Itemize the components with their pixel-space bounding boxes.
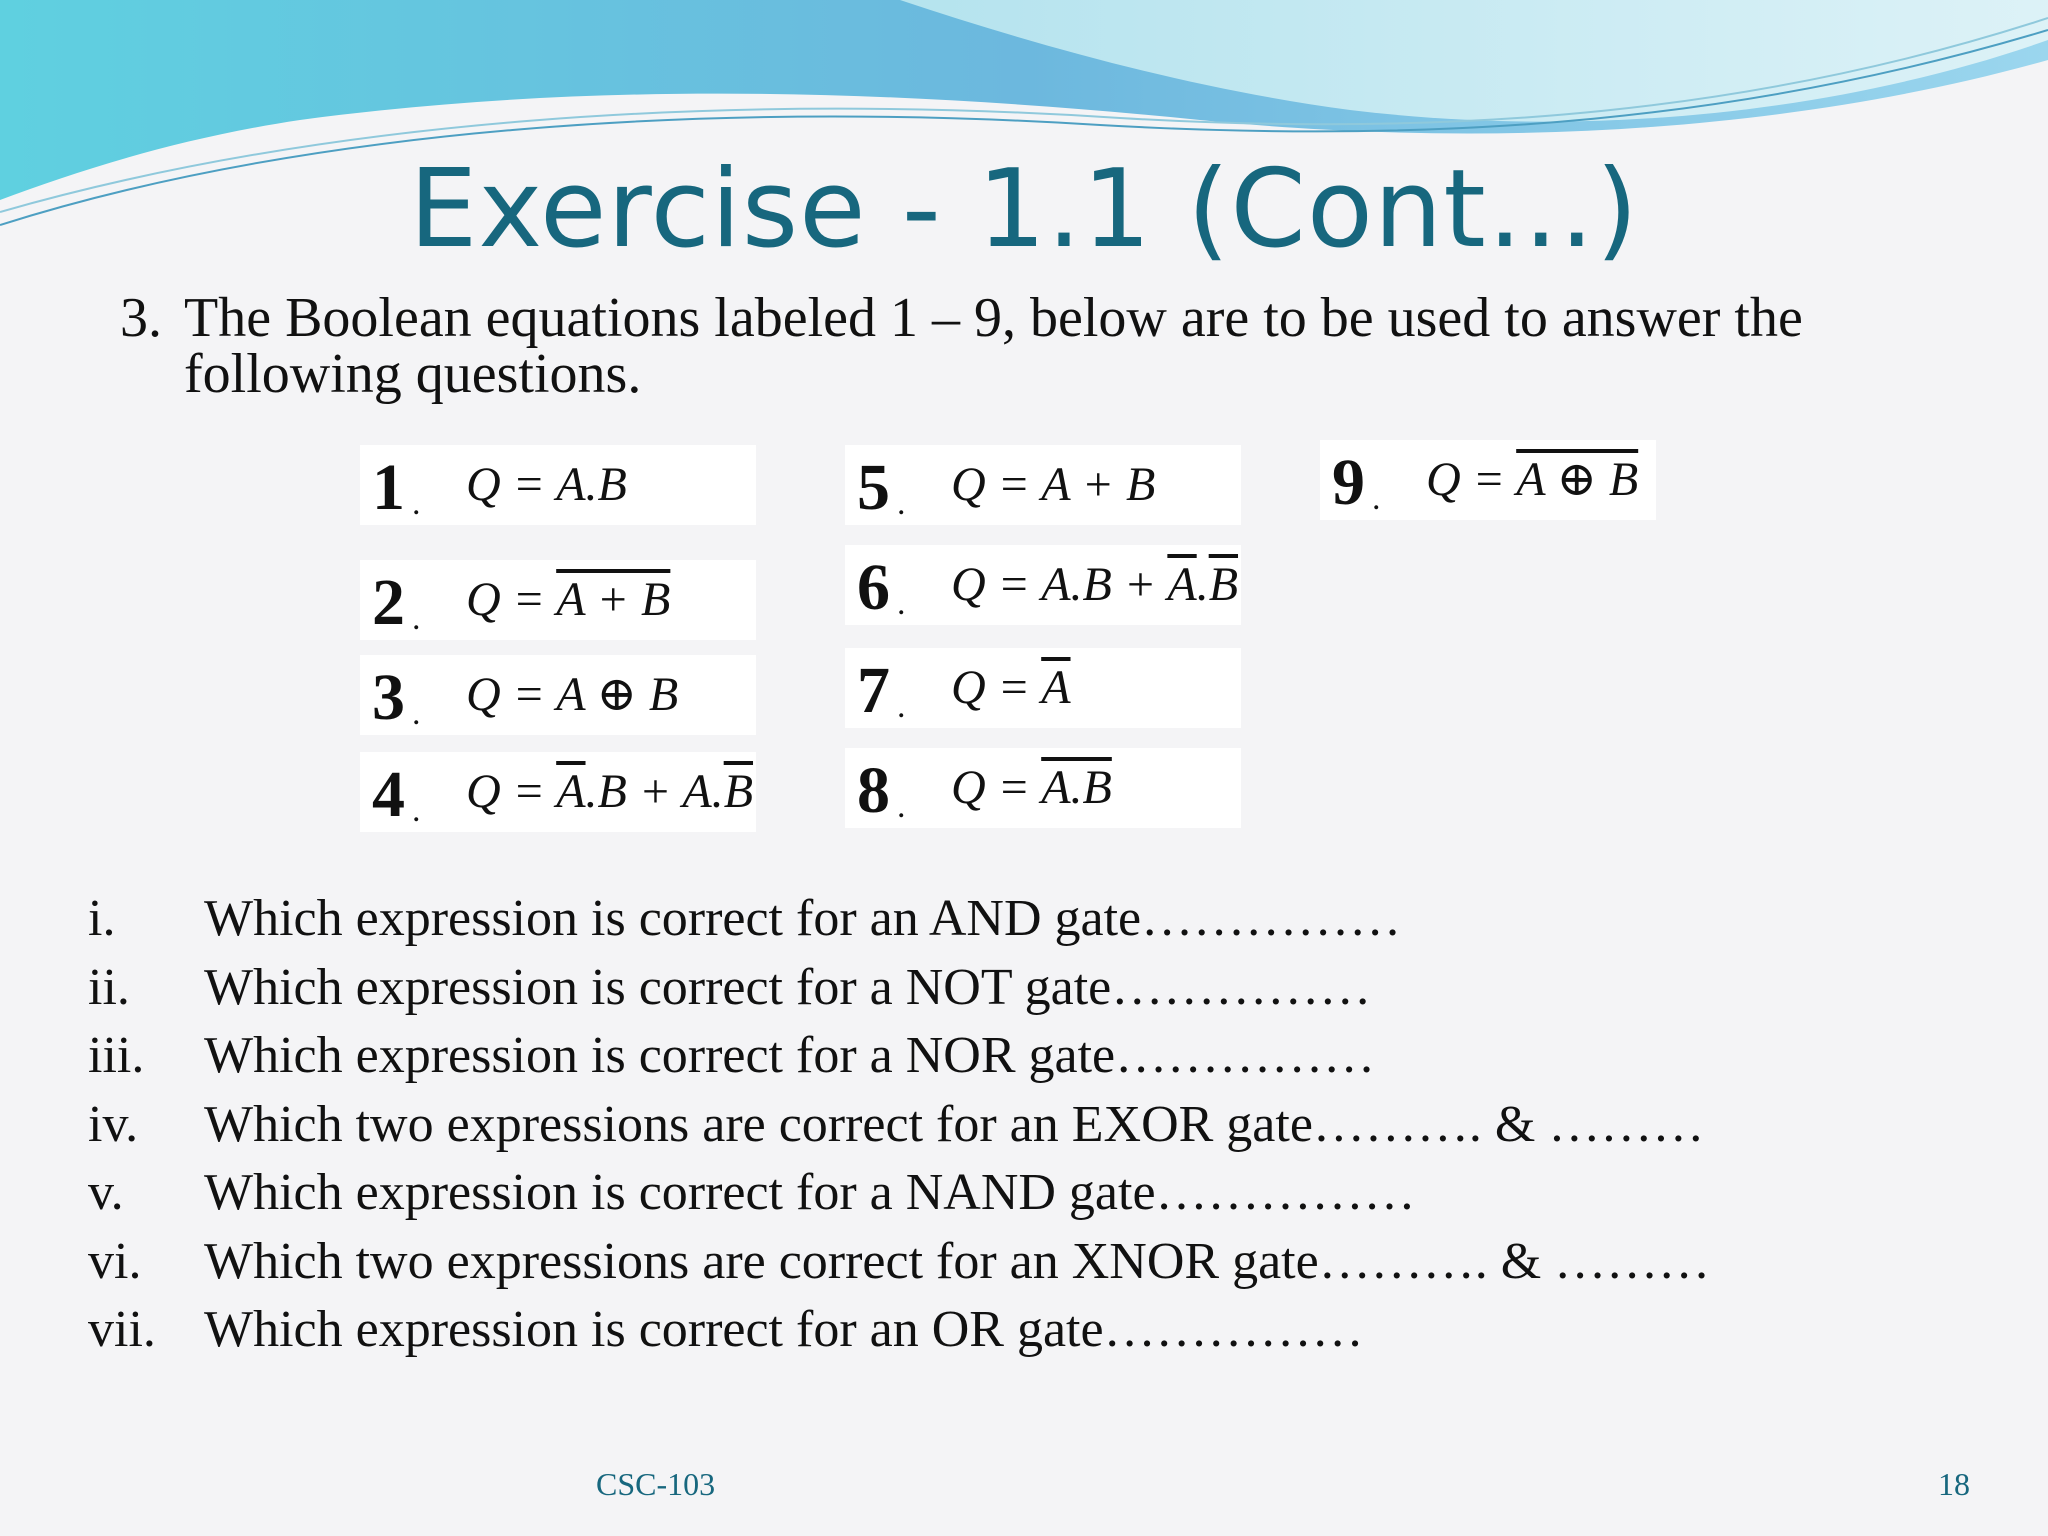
list-item: iii. Which expression is correct for a NOR gate…………… xyxy=(88,1027,1376,1084)
intro-text xyxy=(120,287,1920,405)
equation-label: 6 . xyxy=(845,545,945,625)
equation-expression: Q = A.B xyxy=(945,748,1241,828)
intro-number: 3. xyxy=(120,287,162,349)
equation-expression: Q = A ⊕ B xyxy=(1420,440,1656,520)
equation-label: 3 . xyxy=(360,655,460,735)
equation-expression: $Q = A.B + \overline{A}.\overline{B}$ xyxy=(945,545,1241,625)
equation-expression: $Q = \overline{A}$ xyxy=(945,648,1241,728)
list-item: iv. Which two expressions are correct for an EXOR gate………. & ……… xyxy=(88,1095,1705,1153)
equation-label: 5 . xyxy=(845,445,945,525)
intro-line-1: The Boolean equations labeled 1 – 9, below are to be used to answer the xyxy=(184,287,1803,349)
footer-course-code: CSC-103 xyxy=(596,1466,716,1502)
equation-expression: Q = A + B xyxy=(460,560,756,640)
equation-expression: Q = A ⊕ B xyxy=(460,655,756,735)
equation-label: 8 . xyxy=(845,748,945,828)
equation-expression: $Q = \overline{A}.B + A.\overline{B}$ xyxy=(460,752,756,832)
list-item: v. Which expression is correct for a NAND gate…………… xyxy=(88,1164,1416,1221)
footer-page-number: 18 xyxy=(1938,1466,1970,1502)
equation-expression: Q = A + B xyxy=(945,445,1241,525)
list-item: i. Which expression is correct for an AND gate…………… xyxy=(88,890,1402,947)
equation-label: 7 . xyxy=(845,648,945,728)
question-list xyxy=(88,885,1988,1365)
slide-title: Exercise - 1.1 (Cont…) xyxy=(409,147,1639,272)
equation-label: 2 . xyxy=(360,560,460,640)
list-item: vi. Which two expressions are correct for an XNOR gate………. & ……… xyxy=(88,1232,1711,1290)
equation-label: 9 . xyxy=(1320,440,1420,520)
list-item: ii. Which expression is correct for a NOT gate…………… xyxy=(88,958,1372,1016)
equation-label: 4 . xyxy=(360,752,460,832)
equation-label: 1 . xyxy=(360,445,460,525)
intro-line-2: following questions. xyxy=(184,343,642,405)
equation-expression: Q = A.B xyxy=(460,445,756,525)
list-item: vii. Which expression is correct for an OR gate…………… xyxy=(88,1301,1364,1358)
